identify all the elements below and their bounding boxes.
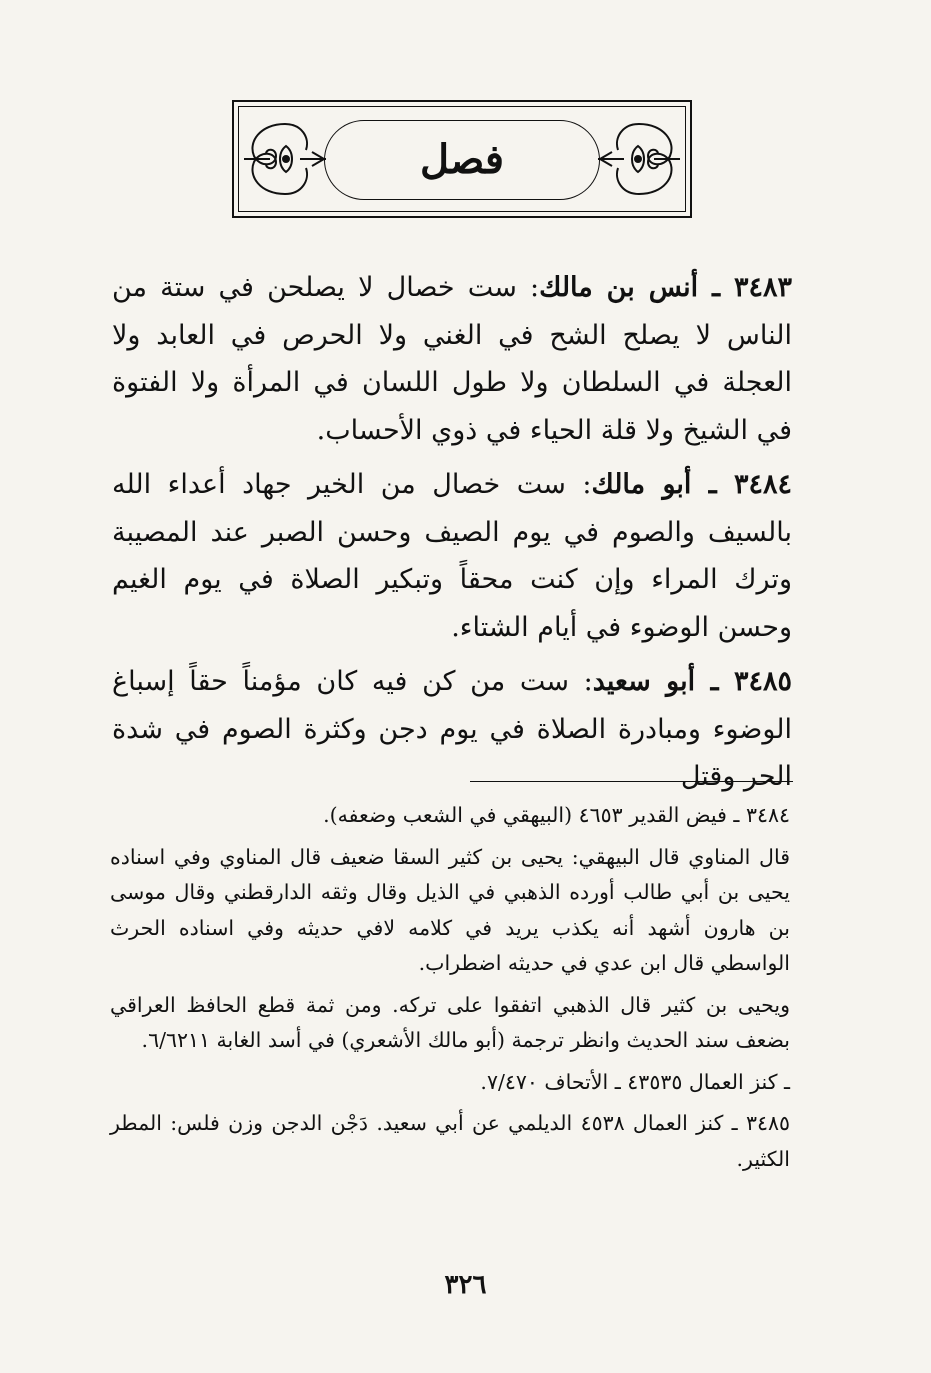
entry-text: ست خصال من الخير جهاد أعداء الله بالسيف والصوم في يوم الصيف وحسن الصبر عند المصيبة وترك المراء وإن كنت محقاً وتبكير الصلاة في يوم الغيم وحسن الوضوء في أيام الشتاء. <box>112 469 792 643</box>
section-title: فصل <box>419 136 505 183</box>
footnote: ٣٤٨٤ ـ فيض القدير ٤٦٥٣ (البيهقي في الشعب وضعفه). <box>323 803 790 827</box>
entry-narrator: أنس بن مالك <box>539 272 699 303</box>
left-ornament-icon <box>240 116 330 202</box>
right-ornament-icon <box>594 116 684 202</box>
footnote-divider <box>470 781 793 782</box>
page-number: ٣٢٦ <box>444 1270 487 1300</box>
section-header-frame <box>232 100 692 218</box>
footnotes <box>110 798 790 1183</box>
hadith-entry: ٣٤٨٥ ـ أبو سعيد: ست من كن فيه كان مؤمناً حقاً إسباغ الوضوء ومبادرة الصلاة في يوم دجن وكثرة الصوم في شدة الحر وقتل <box>112 666 792 792</box>
entry-narrator: أبو مالك <box>591 469 692 500</box>
entry-number: ٣٤٨٤ <box>733 469 792 500</box>
hadith-entry: ٣٤٨٤ ـ أبو مالك: ست خصال من الخير جهاد أعداء الله بالسيف والصوم في يوم الصيف وحسن الصبر عند المصيبة وترك المراء وإن كنت محقاً وتبكير الصلاة في يوم الغيم وحسن الوضوء في أيام الشتاء. <box>112 469 792 643</box>
entry-number: ٣٤٨٥ <box>733 666 792 697</box>
entry-text: ست خصال لا يصلحن في ستة من الناس لا يصلح الشح في الغني ولا الحرص في العابد ولا العجلة في السلطان ولا طول اللسان في المرأة ولا الفتوة في الشيخ ولا قلة الحياء في ذوي الأحساب. <box>112 272 792 446</box>
entry-text: ست من كن فيه كان مؤمناً حقاً إسباغ الوضوء ومبادرة الصلاة في يوم دجن وكثرة الصوم في شدة الحر وقتل <box>112 666 792 792</box>
footnote: ويحيى بن كثير قال الذهبي اتفقوا على تركه. ومن ثمة قطع الحافظ العراقي بضعف سند الحديث وانظر ترجمة (أبو مالك الأشعري) في أسد الغابة ٦/٦٢١١. <box>110 992 790 1052</box>
entry-narrator: أبو سعيد <box>592 666 696 697</box>
entry-number: ٣٤٨٣ <box>733 272 792 303</box>
main-text <box>112 264 792 808</box>
hadith-entry: ٣٤٨٣ ـ أنس بن مالك: ست خصال لا يصلحن في ستة من الناس لا يصلح الشح في الغني ولا الحرص في العابد ولا العجلة في السلطان ولا طول اللسان في المرأة ولا الفتوة في الشيخ ولا قلة الحياء في ذوي الأحساب. <box>112 272 792 446</box>
footnote: قال المناوي قال البيهقي: يحيى بن كثير السقا ضعيف قال المناوي وفي اسناده يحيى بن أبي طالب أورده الذهبي في الذيل وقال وثقه الدارقطني وقال موسى بن هارون أشهد أنه يكذب يريد في كلامه لافي حديثه وفي اسناده الحرث الواسطي قال ابن عدي في حديثه اضطراب. <box>110 844 790 975</box>
footnote: ٣٤٨٥ ـ كنز العمال ٤٥٣٨ الديلمي عن أبي سعيد. دَجْن الدجن وزن فلس: المطر الكثير. <box>110 1111 790 1171</box>
title-cartouche <box>324 120 600 200</box>
footnote: ـ كنز العمال ٤٣٥٣٥ ـ الأتحاف ٧/٤٧٠. <box>480 1069 790 1094</box>
